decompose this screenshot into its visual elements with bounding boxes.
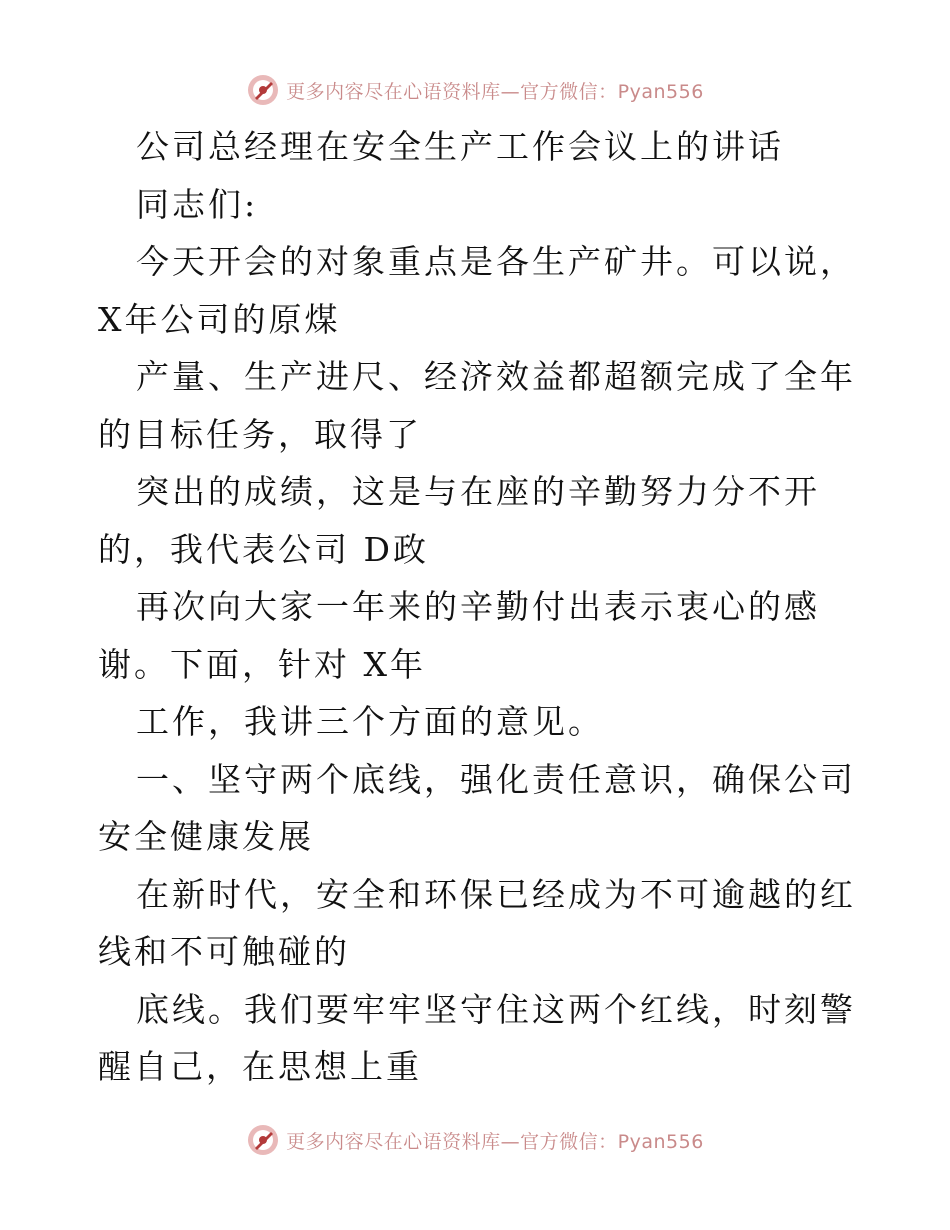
section-heading: 一、坚守两个底线，强化责任意识，确保公司安全健康发展 xyxy=(98,759,856,856)
paragraph: 在新时代，安全和环保已经成为不可逾越的红线和不可触碰的 xyxy=(98,874,856,971)
paragraph: 再次向大家一年来的辛勤付出表示衷心的感谢。下面，针对 X年 xyxy=(98,587,820,684)
paragraph: 同志们: xyxy=(136,184,259,224)
document-title: 公司总经理在安全生产工作会议上的讲话 xyxy=(136,127,784,166)
seal-logo-icon xyxy=(246,1123,280,1157)
header-banner xyxy=(0,70,950,110)
paragraph: 今天开会的对象重点是各生产矿井。可以说，X年公司的原煤 xyxy=(98,242,856,339)
footer-banner xyxy=(0,1120,950,1160)
seal-logo-icon xyxy=(246,73,280,107)
footer-banner-text: 更多内容尽在心语资料库—官方微信：Pyan556 xyxy=(286,1130,704,1153)
paragraph: 突出的成绩，这是与在座的辛勤努力分不开的，我代表公司 D政 xyxy=(98,472,820,569)
document-body xyxy=(98,118,858,1096)
header-banner-text: 更多内容尽在心语资料库—官方微信：Pyan556 xyxy=(286,80,704,103)
paragraph: 底线。我们要牢牢坚守住这两个红线，时刻警醒自己，在思想上重 xyxy=(98,989,856,1086)
paragraph: 产量、生产进尺、经济效益都超额完成了全年的目标任务，取得了 xyxy=(98,357,856,454)
paragraph: 工作，我讲三个方面的意见。 xyxy=(136,702,604,741)
